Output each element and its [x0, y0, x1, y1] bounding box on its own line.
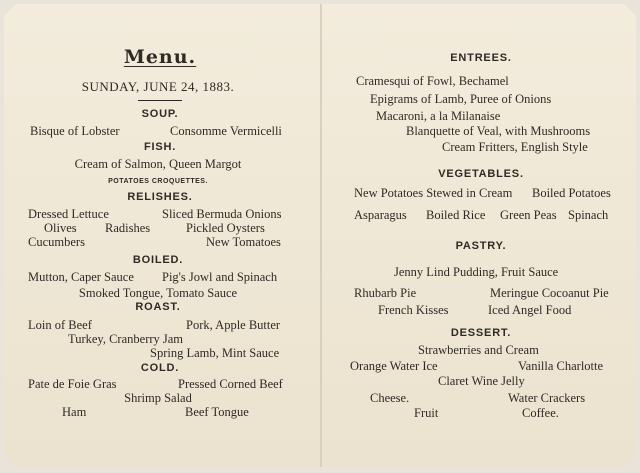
vegetables-heading: VEGETABLES.	[438, 168, 524, 180]
menu-item-subtitle: POTATOES CROQUETTES.	[108, 178, 208, 185]
menu-item: Orange Water Ice	[350, 359, 438, 373]
menu-item: Blanquette of Veal, with Mushrooms	[406, 124, 591, 138]
menu-item: Pickled Oysters	[186, 221, 265, 235]
title-rule	[138, 100, 182, 101]
menu-item: Spring Lamb, Mint Sauce	[150, 346, 280, 360]
menu-item: Meringue Cocoanut Pie	[490, 286, 609, 300]
menu-item: Pressed Corned Beef	[178, 377, 283, 391]
menu-item: Asparagus	[354, 208, 407, 222]
menu-item: Loin of Beef	[28, 318, 92, 332]
menu-item: Cucumbers	[28, 235, 85, 249]
menu-item: Pork, Apple Butter	[186, 318, 281, 332]
menu-item: Epigrams of Lamb, Puree of Onions	[370, 92, 552, 106]
menu-item: Rhubarb Pie	[354, 286, 417, 300]
menu-item: Cramesqui of Fowl, Bechamel	[356, 74, 509, 88]
menu-item: Cream Fritters, English Style	[442, 140, 588, 154]
menu-item: Spinach	[568, 208, 609, 222]
menu-item: Consomme Vermicelli	[170, 124, 282, 138]
menu-item: Bisque of Lobster	[30, 124, 120, 138]
menu-item: Jenny Lind Pudding, Fruit Sauce	[394, 265, 559, 279]
menu-item: Pate de Foie Gras	[28, 377, 117, 391]
menu-item: Smoked Tongue, Tomato Sauce	[78, 286, 238, 300]
menu-item: New Potatoes Stewed in Cream	[354, 186, 513, 200]
menu-item: Turkey, Cranberry Jam	[68, 332, 184, 346]
menu-title: Menu.	[123, 46, 197, 68]
menu-date: SUNDAY, JUNE 24, 1883.	[81, 79, 235, 94]
soup-heading: SOUP.	[141, 108, 179, 120]
cold-heading: COLD.	[140, 362, 180, 374]
menu-item: Iced Angel Food	[488, 303, 572, 317]
fish-heading: FISH.	[143, 141, 177, 153]
menu-item: Dressed Lettuce	[28, 207, 109, 221]
menu-item: New Tomatoes	[206, 235, 281, 249]
menu-item: Claret Wine Jelly	[438, 374, 525, 388]
menu-item: Coffee.	[522, 406, 559, 420]
menu-item: Radishes	[105, 221, 151, 235]
dessert-heading: DESSERT.	[450, 327, 512, 339]
menu-item: Sliced Bermuda Onions	[162, 207, 282, 221]
relishes-heading: RELISHES.	[127, 191, 193, 203]
menu-item: Vanilla Charlotte	[518, 359, 604, 373]
menu-item: Cheese.	[370, 391, 410, 405]
menu-item: Beef Tongue	[185, 405, 249, 419]
roast-heading: ROAST.	[135, 301, 181, 313]
menu-item: French Kisses	[378, 303, 449, 317]
menu-item: Pig's Jowl and Spinach	[162, 270, 278, 284]
menu-item: Boiled Potatoes	[532, 186, 611, 200]
menu-item: Olives	[44, 221, 77, 235]
menu-item: Fruit	[414, 406, 439, 420]
menu-item: Ham	[62, 405, 87, 419]
menu-item: Cream of Salmon, Queen Margot	[74, 157, 242, 171]
boiled-heading: BOILED.	[132, 254, 184, 266]
entrees-heading: ENTREES.	[450, 52, 512, 64]
menu-item: Green Peas	[500, 208, 557, 222]
pastry-heading: PASTRY.	[455, 240, 507, 252]
menu-item: Shrimp Salad	[124, 391, 192, 405]
menu-item: Mutton, Caper Sauce	[28, 270, 134, 284]
menu-item: Strawberries and Cream	[418, 343, 539, 357]
menu-item: Macaroni, a la Milanaise	[376, 109, 501, 123]
menu-item: Boiled Rice	[426, 208, 486, 222]
center-fold	[320, 4, 322, 467]
menu-item: Water Crackers	[508, 391, 586, 405]
